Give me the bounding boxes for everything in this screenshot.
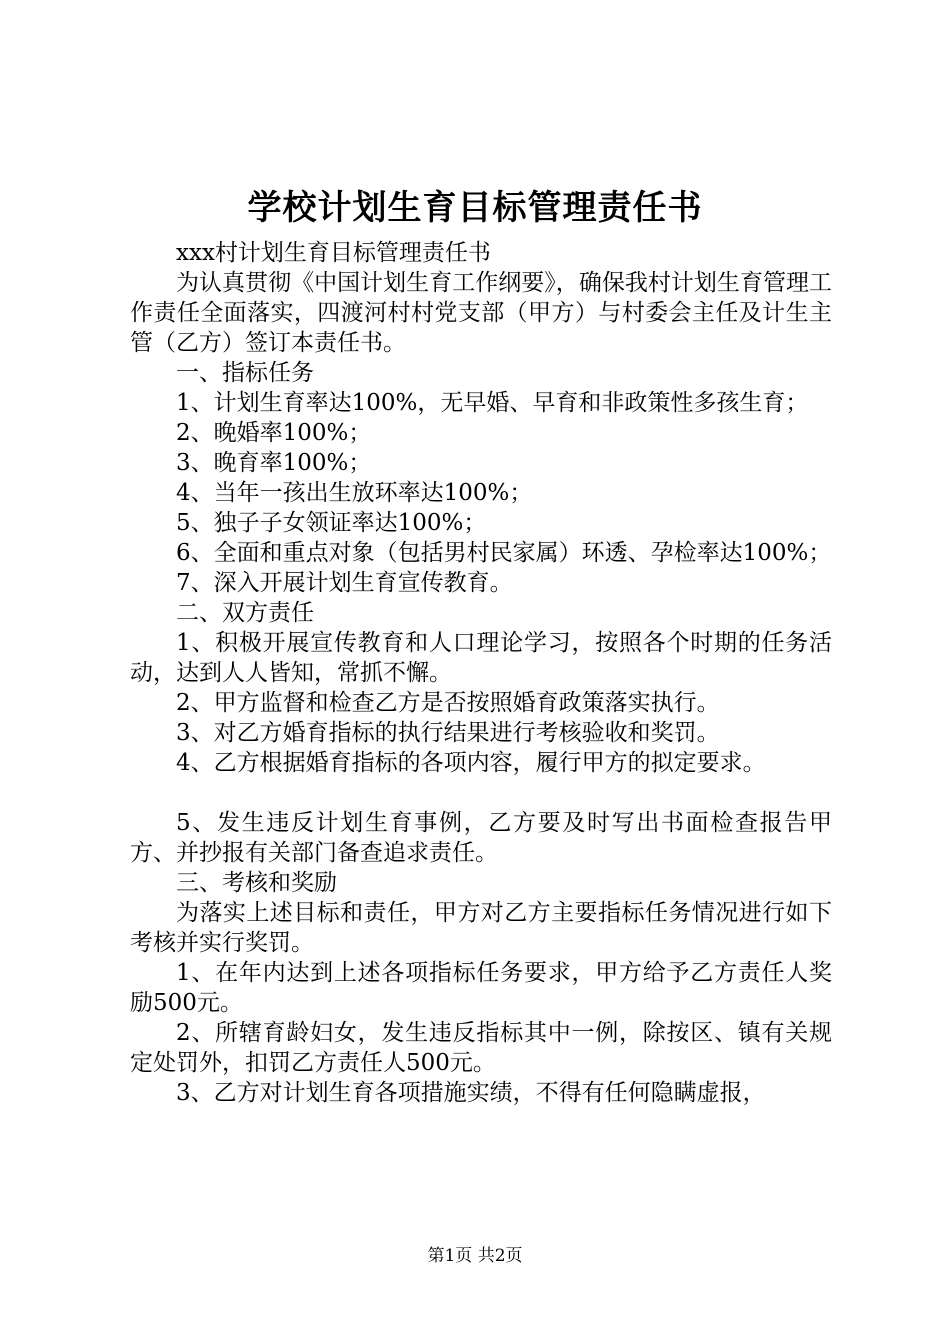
responsibility-item-2: 2、甲方监督和检查乙方是否按照婚育政策落实执行。 [176, 690, 720, 716]
section-heading-responsibilities: 二、双方责任 [176, 600, 314, 626]
target-item-1: 1、计划生育率达100%，无早婚、早育和非政策性多孩生育； [176, 390, 809, 416]
target-item-3: 3、晚育率100%； [176, 450, 372, 476]
assessment-item-1: 1、在年内达到上述各项指标任务要求，甲方给予乙方责任人奖励500元。 [130, 960, 832, 1016]
intro-paragraph: 为认真贯彻《中国计划生育工作纲要》，确保我村计划生育管理工作责任全面落实，四渡河村村党支部（甲方）与村委会主任及计生主管（乙方）签订本责任书。 [130, 270, 832, 356]
responsibility-item-5: 5、发生违反计划生育事例，乙方要及时写出书面检查报告甲方、并抄报有关部门备查追求责任。 [130, 810, 832, 866]
subtitle-line: xxx村计划生育目标管理责任书 [176, 240, 491, 266]
target-item-5: 5、独子子女领证率达100%； [176, 510, 487, 536]
target-item-6: 6、全面和重点对象（包括男村民家属）环透、孕检率达100%； [176, 540, 832, 566]
section-heading-assessment: 三、考核和奖励 [176, 870, 337, 896]
document-title: 学校计划生育目标管理责任书 [247, 188, 703, 228]
responsibility-item-3: 3、对乙方婚育指标的执行结果进行考核验收和奖罚。 [176, 720, 720, 746]
section-heading-targets: 一、指标任务 [176, 360, 314, 386]
assessment-intro: 为落实上述目标和责任，甲方对乙方主要指标任务情况进行如下考核并实行奖罚。 [130, 900, 832, 956]
target-item-2: 2、晚婚率100%； [176, 420, 372, 446]
document-body [130, 238, 832, 1108]
responsibility-item-4: 4、乙方根据婚育指标的各项内容，履行甲方的拟定要求。 [176, 750, 766, 776]
page-number-footer: 第1页 共2页 [427, 1246, 523, 1266]
assessment-item-3: 3、乙方对计划生育各项措施实绩，不得有任何隐瞒虚报， [176, 1080, 766, 1106]
target-item-4: 4、当年一孩出生放环率达100%； [176, 480, 533, 506]
responsibility-item-1: 1、积极开展宣传教育和人口理论学习，按照各个时期的任务活动，达到人人皆知，常抓不懈。 [130, 630, 832, 686]
assessment-item-2: 2、所辖育龄妇女，发生违反指标其中一例，除按区、镇有关规定处罚外，扣罚乙方责任人500元。 [130, 1020, 832, 1076]
target-item-7: 7、深入开展计划生育宣传教育。 [176, 570, 513, 596]
